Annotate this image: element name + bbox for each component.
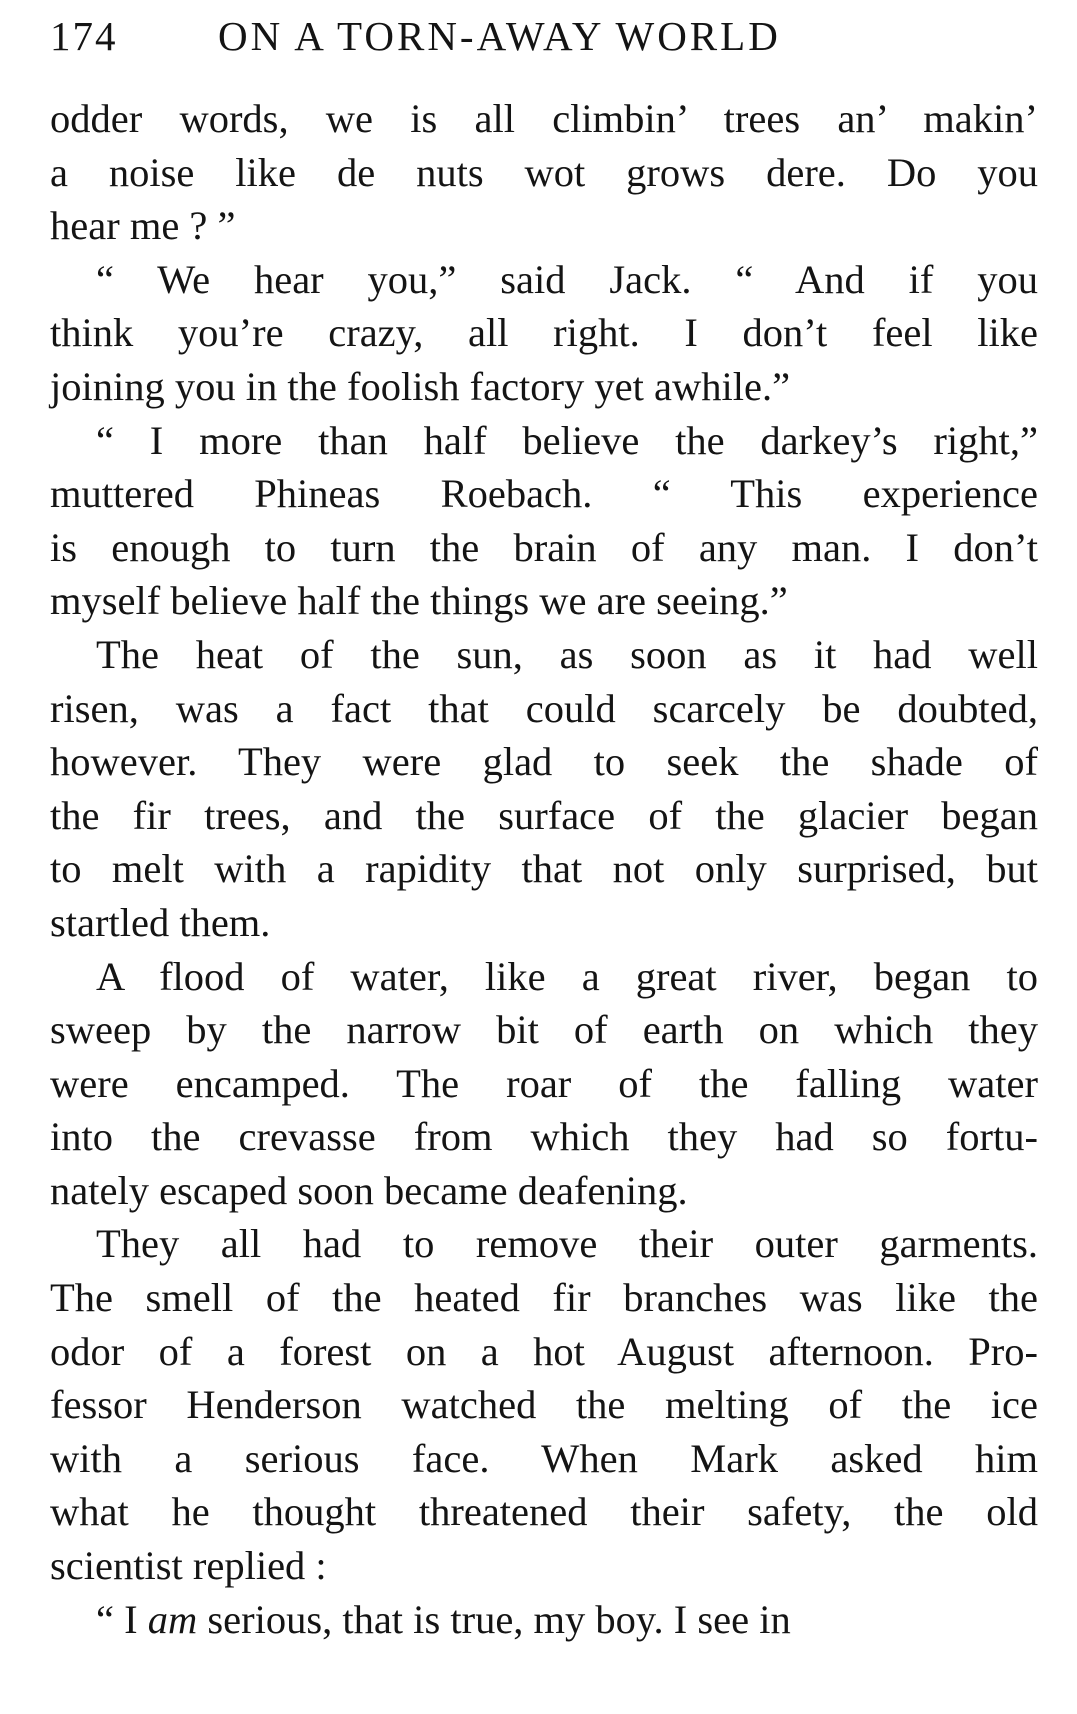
italic-emphasis: am	[147, 1596, 198, 1642]
text-line: They all had to remove their outer garments.	[96, 1221, 1038, 1267]
text-line: odor of a forest on a hot August afternoon. Pro-	[50, 1328, 1038, 1374]
text-line: a noise like de nuts wot grows dere. Do you	[50, 149, 1038, 195]
running-title: ON A TORN-AWAY WORLD	[218, 13, 781, 59]
text-line: startled them.	[50, 899, 271, 945]
text-line: into the crevasse from which they had so fortu-	[50, 1114, 1038, 1160]
text-line: muttered Phineas Roebach. “ This experience	[50, 471, 1038, 517]
text-line: think you’re crazy, all right. I don’t feel like	[50, 310, 1038, 356]
text-line: were encamped. The roar of the falling water	[50, 1060, 1038, 1106]
text-line	[50, 1593, 1038, 1647]
running-head	[50, 12, 1038, 72]
text-run: “ I	[96, 1596, 148, 1642]
text-line: The heat of the sun, as soon as it had well	[96, 631, 1038, 677]
text-line: to melt with a rapidity that not only surprised, but	[50, 846, 1038, 892]
text-line: The smell of the heated fir branches was like the	[50, 1275, 1038, 1321]
text-line: what he thought threatened their safety, the old	[50, 1489, 1038, 1535]
text-line: risen, was a fact that could scarcely be doubted,	[50, 685, 1038, 731]
text-line: myself believe half the things we are seeing.”	[50, 578, 788, 624]
text-run: serious, that is true, my boy. I see in	[197, 1596, 791, 1642]
text-line: “ I more than half believe the darkey’s right,”	[96, 417, 1038, 463]
text-line: is enough to turn the brain of any man. I don’t	[50, 524, 1038, 570]
text-line: joining you in the foolish factory yet awhile.”	[50, 363, 791, 409]
text-line: nately escaped soon became deafening.	[50, 1167, 688, 1213]
page-number: 174	[50, 13, 118, 59]
text-line: sweep by the narrow bit of earth on which they	[50, 1007, 1038, 1053]
text-line: odder words, we is all climbin’ trees an’ makin’	[50, 96, 1038, 141]
body-text	[50, 92, 1038, 1646]
text-line: the fir trees, and the surface of the glacier began	[50, 792, 1038, 838]
text-line: however. They were glad to seek the shade of	[50, 739, 1038, 785]
text-line: with a serious face. When Mark asked him	[50, 1435, 1038, 1481]
text-line: A flood of water, like a great river, began to	[96, 953, 1038, 999]
text-line: fessor Henderson watched the melting of the ice	[50, 1382, 1038, 1428]
text-line: hear me ? ”	[50, 203, 236, 249]
text-line: “ We hear you,” said Jack. “ And if you	[96, 256, 1038, 302]
text-line: scientist replied :	[50, 1543, 327, 1589]
